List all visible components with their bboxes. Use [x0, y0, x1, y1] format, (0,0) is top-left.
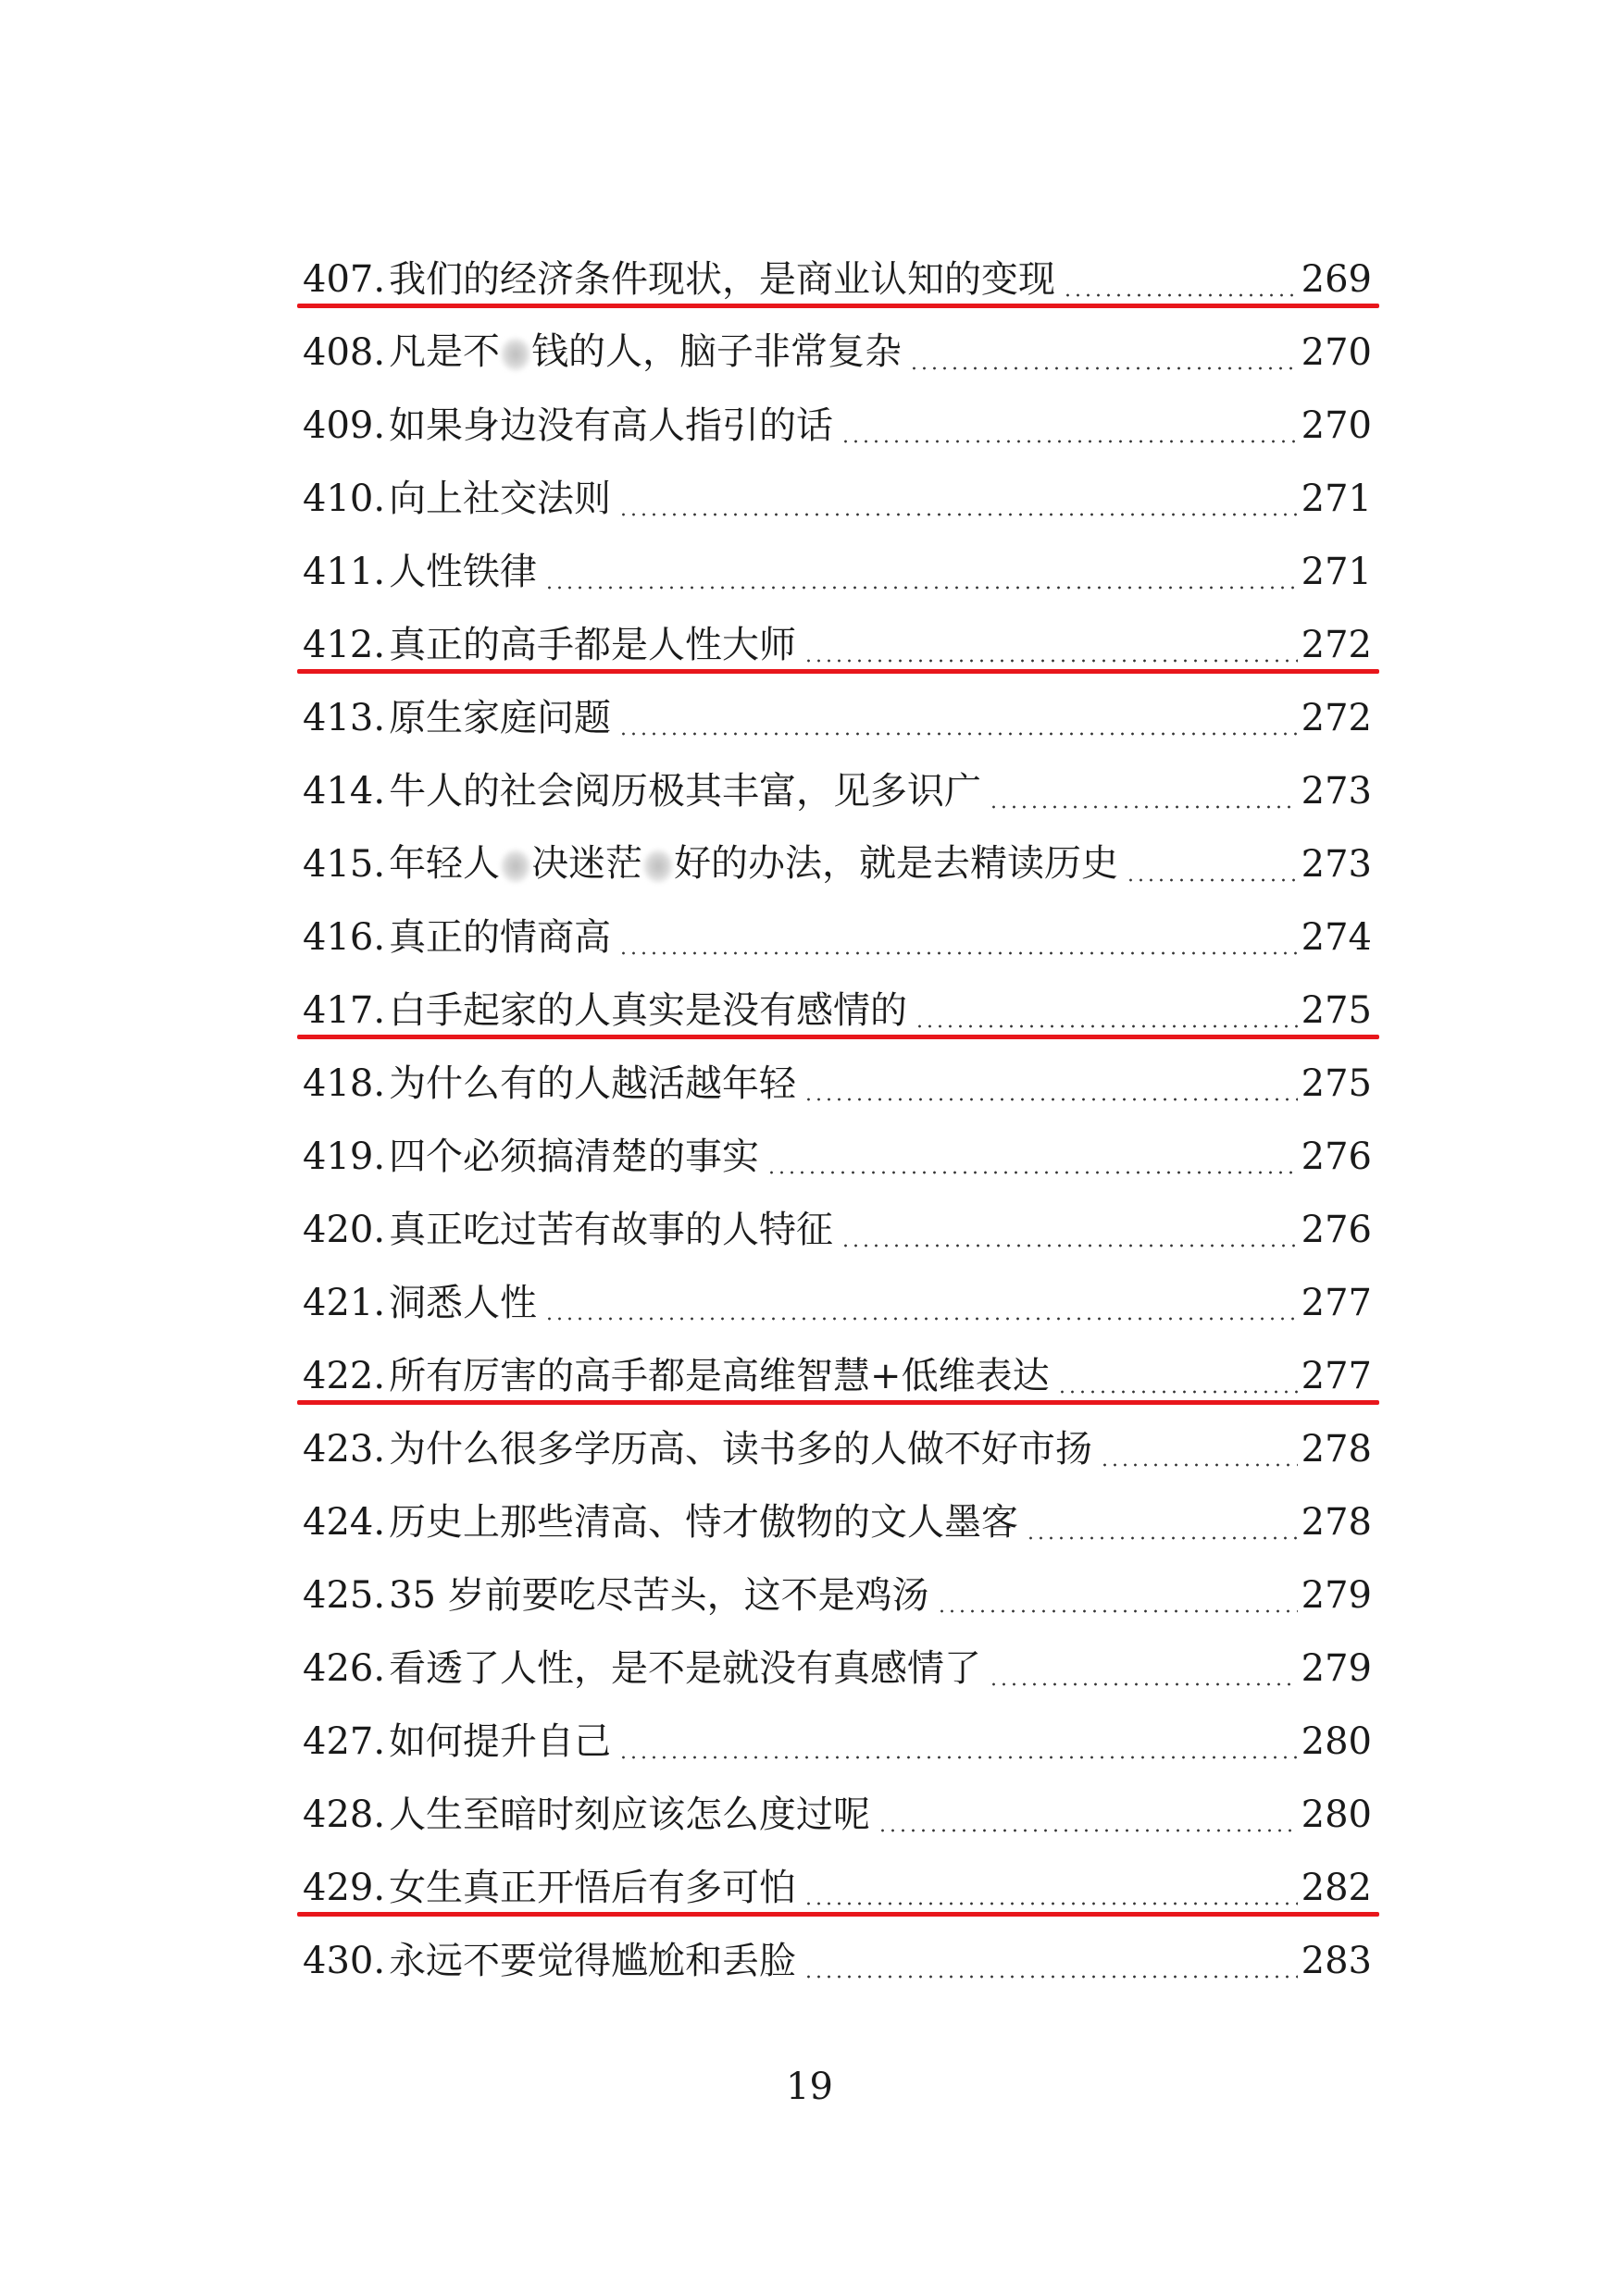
dot-leader — [618, 513, 1298, 516]
dot-leader — [618, 1756, 1298, 1759]
entry-title — [389, 841, 1119, 885]
entry-page: 275 — [1301, 1061, 1372, 1105]
toc-entry-428[interactable] — [303, 1778, 1372, 1851]
entry-title: 白手起家的人真实是没有感情的 — [389, 988, 908, 1032]
toc-entry-419[interactable] — [303, 1120, 1372, 1193]
toc-entry-422[interactable] — [303, 1339, 1372, 1412]
entry-page: 279 — [1301, 1646, 1372, 1690]
dot-leader — [989, 805, 1298, 809]
dot-leader — [618, 732, 1298, 736]
entry-title: 我们的经济条件现状，是商业认知的变现 — [389, 257, 1056, 301]
entry-page: 272 — [1301, 696, 1372, 739]
entry-number: 425. — [303, 1573, 386, 1617]
dot-leader — [909, 366, 1298, 370]
dot-leader — [803, 659, 1298, 663]
toc-entry-427[interactable] — [303, 1705, 1372, 1778]
entry-page: 280 — [1301, 1719, 1372, 1763]
dot-leader — [544, 1317, 1298, 1321]
toc-entry-426[interactable] — [303, 1632, 1372, 1705]
entry-page: 279 — [1301, 1573, 1372, 1617]
toc-entry-409[interactable] — [303, 389, 1372, 462]
entry-title: 人性铁律 — [389, 550, 538, 593]
dot-leader — [766, 1171, 1298, 1174]
toc-entry-412[interactable] — [303, 608, 1372, 681]
dot-leader — [544, 586, 1298, 590]
entry-title: 女生真正开悟后有多可怕 — [389, 1866, 797, 1909]
dot-leader — [803, 1098, 1298, 1101]
entry-number: 408. — [303, 330, 386, 374]
entry-page: 278 — [1301, 1500, 1372, 1544]
entry-number: 422. — [303, 1354, 386, 1397]
entry-page: 274 — [1301, 915, 1372, 959]
entry-number: 409. — [303, 403, 386, 447]
toc-entry-408[interactable] — [303, 316, 1372, 389]
dot-leader — [841, 1244, 1298, 1247]
entry-number: 414. — [303, 769, 386, 813]
entry-title: 看透了人性，是不是就没有真感情了 — [389, 1646, 982, 1690]
entry-title: 如何提升自己 — [389, 1719, 612, 1763]
entry-title: 向上社交法则 — [389, 477, 612, 520]
entry-page: 276 — [1301, 1208, 1372, 1251]
entry-number: 415. — [303, 842, 386, 886]
entry-page: 270 — [1301, 330, 1372, 374]
entry-title: 洞悉人性 — [389, 1281, 538, 1324]
dot-leader — [803, 1902, 1298, 1905]
entry-number: 430. — [303, 1939, 386, 1982]
toc-entry-421[interactable] — [303, 1266, 1372, 1339]
entry-number: 418. — [303, 1061, 386, 1105]
entry-page: 276 — [1301, 1135, 1372, 1178]
entry-number: 417. — [303, 988, 386, 1032]
toc-entry-430[interactable] — [303, 1924, 1372, 1997]
dot-leader — [989, 1682, 1298, 1686]
entry-number: 426. — [303, 1646, 386, 1690]
dot-leader — [1026, 1536, 1298, 1540]
entry-title: 四个必须搞清楚的事实 — [389, 1135, 760, 1178]
toc-entry-416[interactable] — [303, 900, 1372, 974]
dot-leader — [915, 1024, 1298, 1028]
entry-number: 423. — [303, 1427, 386, 1471]
entry-number: 421. — [303, 1281, 386, 1324]
toc-entry-411[interactable] — [303, 535, 1372, 608]
toc-entry-424[interactable] — [303, 1485, 1372, 1558]
entry-number: 413. — [303, 696, 386, 739]
entry-page: 280 — [1301, 1793, 1372, 1836]
redaction-blur — [642, 849, 674, 884]
entry-page: 275 — [1301, 988, 1372, 1032]
toc-entry-407[interactable] — [303, 242, 1372, 316]
entry-page: 271 — [1301, 550, 1372, 593]
entry-title: 永远不要觉得尴尬和丢脸 — [389, 1939, 797, 1982]
entry-title-part: 年轻人 — [389, 841, 501, 885]
entry-page: 271 — [1301, 477, 1372, 520]
entry-title: 真正的高手都是人性大师 — [389, 623, 797, 666]
entry-page: 270 — [1301, 403, 1372, 447]
entry-page: 273 — [1301, 769, 1372, 813]
entry-page: 278 — [1301, 1427, 1372, 1471]
entry-page: 269 — [1301, 257, 1372, 301]
entry-title-part: 好的办法，就是去精读历史 — [674, 841, 1119, 885]
toc-entry-418[interactable] — [303, 1047, 1372, 1120]
entry-title: 原生家庭问题 — [389, 696, 612, 739]
dot-leader — [1126, 878, 1298, 882]
entry-title — [389, 329, 903, 373]
table-of-contents — [303, 242, 1372, 1997]
entry-title: 35 岁前要吃尽苦头，这不是鸡汤 — [389, 1573, 929, 1617]
entry-title: 所有厉害的高手都是高维智慧+低维表达 — [389, 1354, 1050, 1397]
entry-page: 282 — [1301, 1866, 1372, 1909]
entry-page: 272 — [1301, 623, 1372, 666]
entry-number: 407. — [303, 257, 386, 301]
entry-title: 牛人的社会阅历极其丰富，见多识广 — [389, 769, 982, 813]
dot-leader — [841, 440, 1298, 443]
toc-entry-417[interactable] — [303, 974, 1372, 1047]
entry-page: 277 — [1301, 1281, 1372, 1324]
entry-title: 人生至暗时刻应该怎么度过呢 — [389, 1793, 871, 1836]
redaction-blur — [500, 849, 531, 884]
toc-entry-410[interactable] — [303, 462, 1372, 535]
entry-number: 429. — [303, 1866, 386, 1909]
entry-page: 273 — [1301, 842, 1372, 886]
entry-page: 277 — [1301, 1354, 1372, 1397]
entry-number: 410. — [303, 477, 386, 520]
page-number: 19 — [786, 2066, 833, 2108]
entry-number: 424. — [303, 1500, 386, 1544]
toc-entry-414[interactable] — [303, 754, 1372, 827]
dot-leader — [1100, 1463, 1298, 1467]
entry-number: 427. — [303, 1719, 386, 1763]
entry-title-part: 钱的人，脑子非常复杂 — [531, 329, 903, 373]
dot-leader — [618, 951, 1298, 955]
dot-leader — [937, 1609, 1298, 1613]
dot-leader — [878, 1829, 1298, 1832]
entry-title: 历史上那些清高、恃才傲物的文人墨客 — [389, 1500, 1019, 1544]
toc-entry-423[interactable] — [303, 1412, 1372, 1485]
entry-number: 412. — [303, 623, 386, 666]
dot-leader — [803, 1975, 1298, 1979]
toc-entry-429[interactable] — [303, 1851, 1372, 1924]
entry-number: 416. — [303, 915, 386, 959]
entry-number: 420. — [303, 1208, 386, 1251]
entry-number: 411. — [303, 550, 386, 593]
dot-leader — [1063, 293, 1298, 297]
toc-entry-415[interactable] — [303, 827, 1372, 900]
dot-leader — [1057, 1390, 1298, 1394]
redaction-blur — [500, 337, 531, 372]
entry-title: 为什么很多学历高、读书多的人做不好市扬 — [389, 1427, 1093, 1471]
entry-title-part: 决迷茫 — [531, 841, 643, 885]
entry-title: 如果身边没有高人指引的话 — [389, 403, 834, 447]
entry-number: 419. — [303, 1135, 386, 1178]
entry-title: 真正的情商高 — [389, 915, 612, 959]
entry-number: 428. — [303, 1793, 386, 1836]
toc-entry-413[interactable] — [303, 681, 1372, 754]
entry-title-part: 凡是不 — [389, 329, 501, 373]
toc-entry-420[interactable] — [303, 1193, 1372, 1266]
entry-page: 283 — [1301, 1939, 1372, 1982]
entry-title: 为什么有的人越活越年轻 — [389, 1061, 797, 1105]
toc-entry-425[interactable] — [303, 1558, 1372, 1632]
entry-title: 真正吃过苦有故事的人特征 — [389, 1208, 834, 1251]
